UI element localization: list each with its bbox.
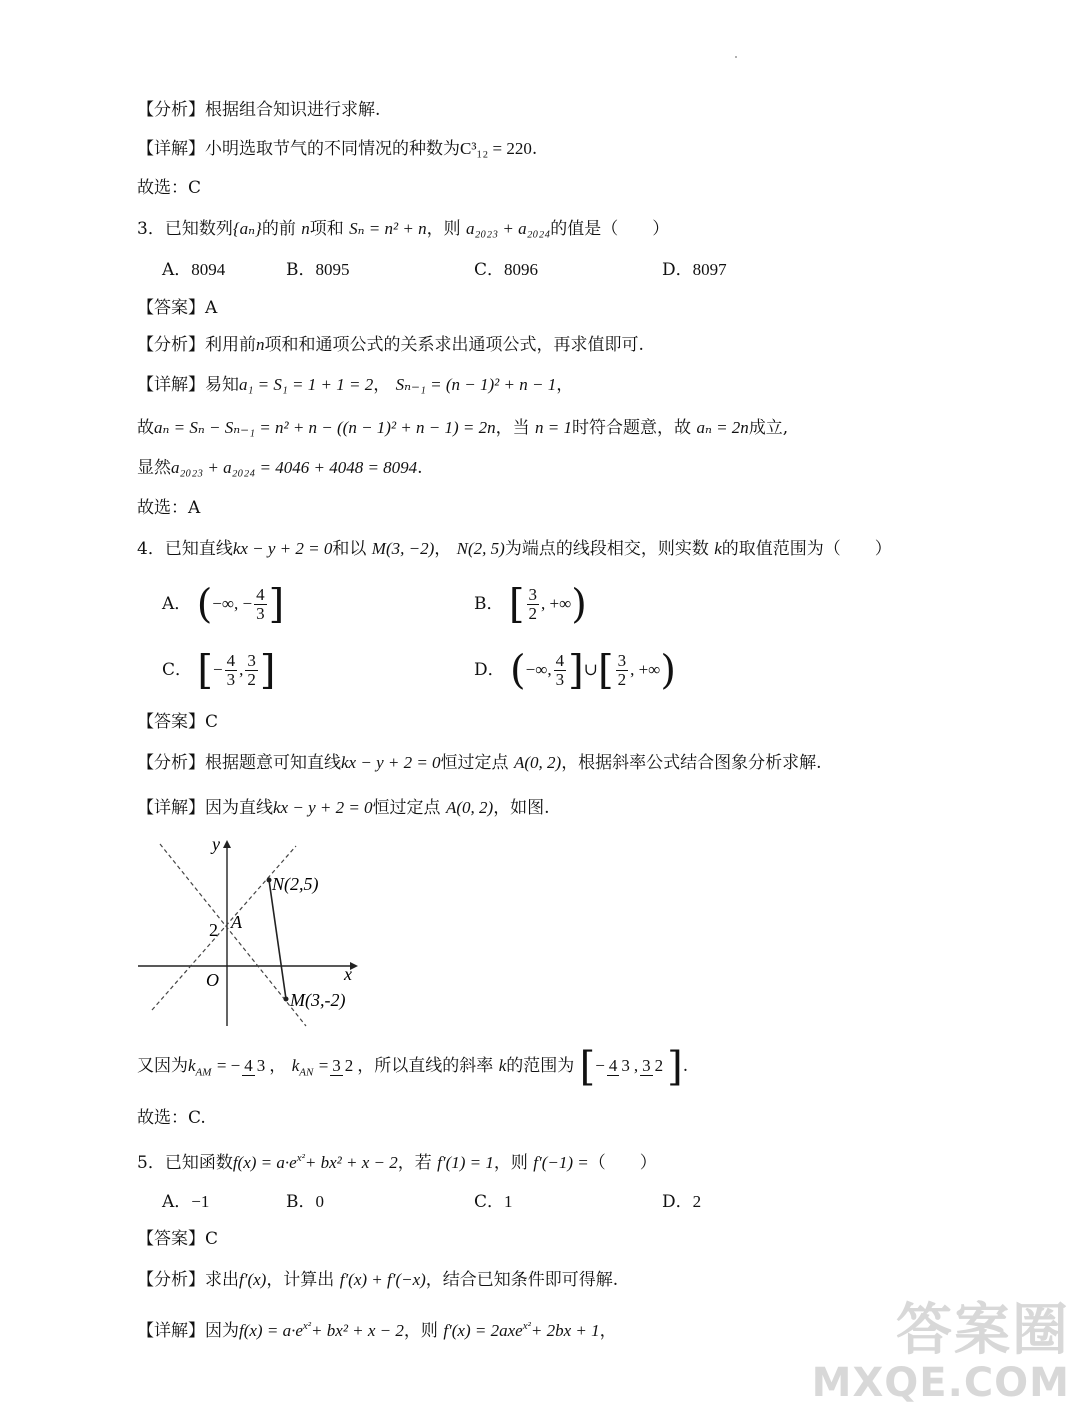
watermark-top-text: 答案圈	[896, 1298, 1070, 1363]
q4-stem: 4．已知直线kx − y + 2 = 0和以 M(3, −2)， N(2, 5)为端点的线段相交，则实数 k的取值范围为（ ）	[137, 539, 892, 559]
detail-q2: 【详解】小明选取节气的不同情况的种数为C³₁₂ = 220.	[137, 139, 538, 159]
q5-option-d: D．2	[662, 1192, 702, 1212]
origin-label: O	[206, 970, 219, 990]
q3-detail-3: 显然a₂₀₂₃ + a₂₀₂₄ = 4046 + 4048 = 8094.	[137, 458, 423, 478]
q5-answer: 【答案】C	[137, 1229, 219, 1249]
q5-detail: 【详解】因为$f(x) = a\cdot e^{x^2}+ bx^2 + x - 2$，则 f′(x) = 2axe$^{x^2}$+ 2bx + 1，	[137, 1320, 617, 1341]
q4-option-c: C． [− $\frac{4}{3}$ , $\frac{3}{2}$ ]	[162, 647, 276, 694]
choose-q2: 故选：C	[137, 178, 202, 198]
q4-option-b: B． [ $\frac{3}{2}$ , +∞)	[474, 581, 587, 628]
q3-choose: 故选：A	[137, 498, 201, 518]
dashed-line-positive-slope	[152, 846, 296, 1010]
line-segment-figure	[130, 830, 370, 1030]
watermark-bottom-text: MXQE.COM	[811, 1360, 1070, 1406]
x-axis-label: x	[344, 964, 352, 984]
q4-option-a: A． (−∞, − $\frac{4}{3}$ ]	[162, 581, 285, 628]
y-axis-arrow	[223, 840, 231, 848]
point-m	[284, 997, 289, 1002]
point-n-label: N(2,5)	[272, 874, 319, 894]
q5-option-b: B．0	[286, 1192, 324, 1212]
point-n	[267, 878, 272, 883]
q3-analysis: 【分析】利用前n项和和通项公式的关系求出通项公式，再求值即可.	[137, 335, 644, 355]
q3-option-a: A．8094	[162, 260, 226, 280]
q3-stem: 3．已知数列{aₙ}的前 n项和 Sₙ = n² + n，则 a₂₀₂₃ + a₂₀₂₄的值是（ ）	[137, 219, 670, 239]
analysis-q2: 【分析】根据组合知识进行求解.	[137, 100, 381, 120]
q3-option-b: B．8095	[286, 260, 350, 280]
q4-slope-line: 又因为$k_{AM}$ = − 4 3 ， $k_{AN} = 3$ 2 ，所以直线的斜率 k的范围为 [− 4 3 , 3 2 ].	[137, 1043, 689, 1090]
q5-option-a: A．−1	[162, 1192, 210, 1212]
q3-answer: 【答案】A	[137, 298, 218, 318]
q4-detail: 【详解】因为直线kx − y + 2 = 0恒过定点 A(0, 2)，如图.	[137, 798, 550, 818]
q3-option-d: D．8097	[662, 260, 727, 280]
watermark	[811, 1298, 1070, 1406]
y-axis-label: y	[212, 834, 220, 854]
stray-dot	[735, 56, 737, 58]
q3-detail-2: 故aₙ = Sₙ − Sₙ₋₁ = n² + n − ((n − 1)² + n − 1) = 2n，当 n = 1时符合题意，故 aₙ = 2n成立,	[137, 418, 789, 438]
q3-option-c: C．8096	[474, 260, 539, 280]
q4-choose: 故选：C.	[137, 1108, 206, 1128]
q5-option-c: C．1	[474, 1192, 513, 1212]
q4-answer: 【答案】C	[137, 712, 219, 732]
segment-mn	[269, 880, 286, 999]
point-m-label: M(3,-2)	[290, 990, 346, 1010]
point-a-label: A	[231, 912, 242, 932]
q4-option-d: D． (−∞, $\frac{4}{3}$ ]∪[ $\frac{3}{2}$ , +∞)	[474, 647, 676, 694]
q4-analysis: 【分析】根据题意可知直线kx − y + 2 = 0恒过定点 A(0, 2)，根据斜率公式结合图象分析求解.	[137, 753, 822, 773]
q3-detail-1: 【详解】易知a₁ = S₁ = 1 + 1 = 2， Sₙ₋₁ = (n − 1)² + n − 1，	[137, 375, 574, 395]
q5-analysis: 【分析】求出f′(x)，计算出 f′(x) + f′(−x)，结合已知条件即可得解.	[137, 1270, 619, 1290]
q5-stem: 5．已知函数$f(x) = a\cdot e^{x^2}+ bx^2 + x - 2$，若 f′(1) = 1，则 f′(−1) =（ ）	[137, 1152, 657, 1173]
y-intercept-label: 2	[209, 920, 218, 940]
